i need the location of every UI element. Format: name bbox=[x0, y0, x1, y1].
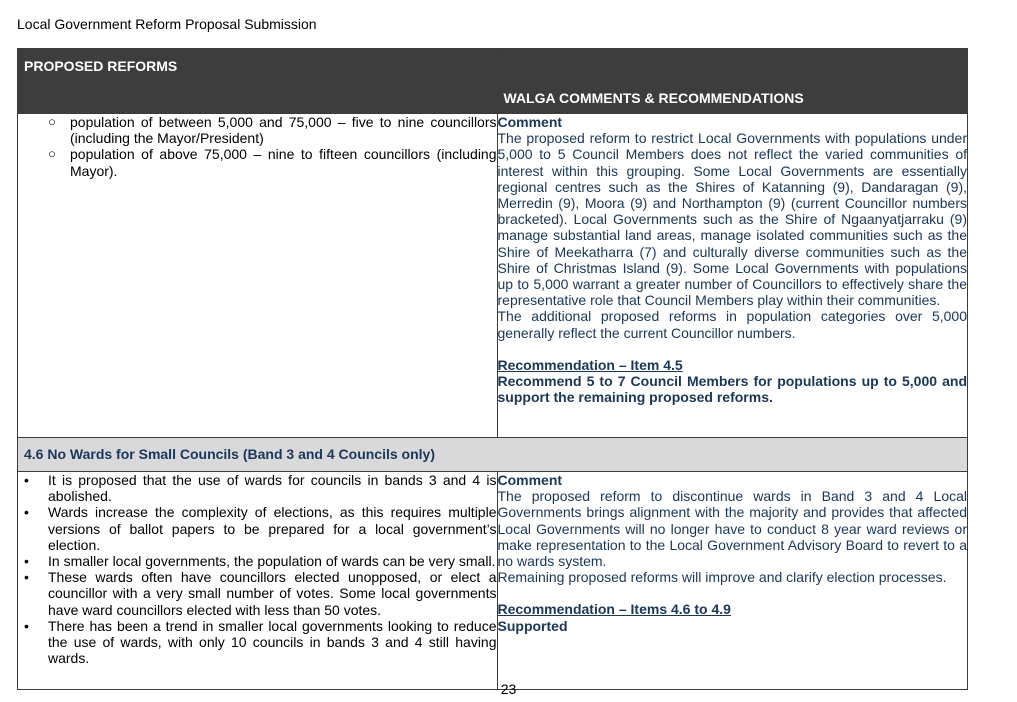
reforms-table bbox=[17, 48, 968, 690]
reform-bullet-list bbox=[18, 472, 497, 666]
walga-comment-cell bbox=[497, 472, 968, 690]
table-row bbox=[18, 472, 968, 690]
proposed-reform-cell bbox=[18, 472, 498, 690]
list-item: ○ population of above 75,000 – nine to fifteen councillors (including Mayor). bbox=[48, 146, 497, 179]
circle-bullet-icon: ○ bbox=[48, 146, 56, 162]
section-title: 4.6 No Wards for Small Councils (Band 3 and 4 Councils only) bbox=[18, 438, 968, 472]
walga-comment-cell bbox=[497, 114, 968, 438]
comment-paragraph: The proposed reform to restrict Local Governments with populations under 5,000 to 5 Council Members does not reflect the varied communities of interest within this grouping. Some Local Governments are essentially regional centres such as the Shires of Katanning (9), Dandaragan (9), Merredin (9), Moora (9) and Northampton (9) (current Councillor numbers bracketed). Local Governments such as the Shire of Ngaanyatjarraku (9) manage substantial land areas, manage isolated communities such as the Shire of Meekatharra (7) and culturally diverse communities such as the Shire of Christmas Island (9). Some Local Governments with populations up to 5,000 warrant a greater number of Councillors to effectively share the representative role that Council Members play within their communities. bbox=[497, 130, 967, 309]
recommendation-text: Supported bbox=[497, 617, 568, 634]
bullet-icon: • bbox=[24, 569, 29, 586]
list-item: • These wards often have councillors elected unopposed, or elect a councillor with a very small number of votes. Some local governments have ward councillors elected with less than 50 votes. bbox=[24, 569, 497, 618]
bullet-icon: • bbox=[24, 617, 29, 634]
list-item: ○ population of between 5,000 and 75,000 – five to nine councillors (including the Mayor/President) bbox=[48, 114, 497, 147]
table-row bbox=[18, 114, 968, 438]
comment-paragraph: Remaining proposed reforms will improve and clarify election processes. bbox=[497, 569, 947, 586]
comment-label: Comment bbox=[497, 472, 563, 488]
section-row bbox=[18, 438, 968, 472]
proposed-reform-cell bbox=[18, 114, 498, 438]
comment-paragraph: The additional proposed reforms in population categories over 5,000 generally reflect the current Councillor numbers. bbox=[497, 308, 967, 341]
recommendation-label: Recommendation – Items 4.6 to 4.9 bbox=[497, 601, 731, 618]
recommendation-label: Recommendation – Item 4.5 bbox=[497, 356, 683, 373]
table-header-row bbox=[18, 49, 968, 114]
circle-bullet-icon: ○ bbox=[48, 114, 56, 129]
list-item: • There has been a trend in smaller local governments looking to reduce the use of wards, with only 10 councils in bands 3 and 4 still having wards. bbox=[24, 617, 497, 667]
population-list bbox=[18, 114, 497, 179]
bullet-icon: • bbox=[24, 472, 29, 488]
bullet-icon: • bbox=[24, 504, 29, 521]
header-walga-comments: WALGA COMMENTS & RECOMMENDATIONS bbox=[497, 49, 968, 114]
comment-label: Comment bbox=[497, 114, 563, 130]
header-proposed-reforms: PROPOSED REFORMS bbox=[18, 49, 498, 114]
page-number: 23 bbox=[500, 681, 517, 697]
comment-paragraph: The proposed reform to discontinue wards in Band 3 and 4 Local Governments brings alignment with the majority and provides that affected Local Governments will no longer have to conduct 8 year ward reviews or make representation to the Local Government Advisory Board to revert to a no wards system. bbox=[497, 488, 967, 570]
list-item: • It is proposed that the use of wards for councils in bands 3 and 4 is abolished. bbox=[24, 472, 497, 505]
recommendation-text: Recommend 5 to 7 Council Members for populations up to 5,000 and support the remaining proposed reforms. bbox=[497, 373, 967, 406]
document-title: Local Government Reform Proposal Submission bbox=[17, 16, 317, 32]
list-item: • In smaller local governments, the population of wards can be very small. bbox=[24, 553, 496, 570]
list-item: • Wards increase the complexity of elections, as this requires multiple versions of ballot papers to be prepared for a local government’s election. bbox=[24, 504, 497, 553]
bullet-icon: • bbox=[24, 553, 29, 570]
